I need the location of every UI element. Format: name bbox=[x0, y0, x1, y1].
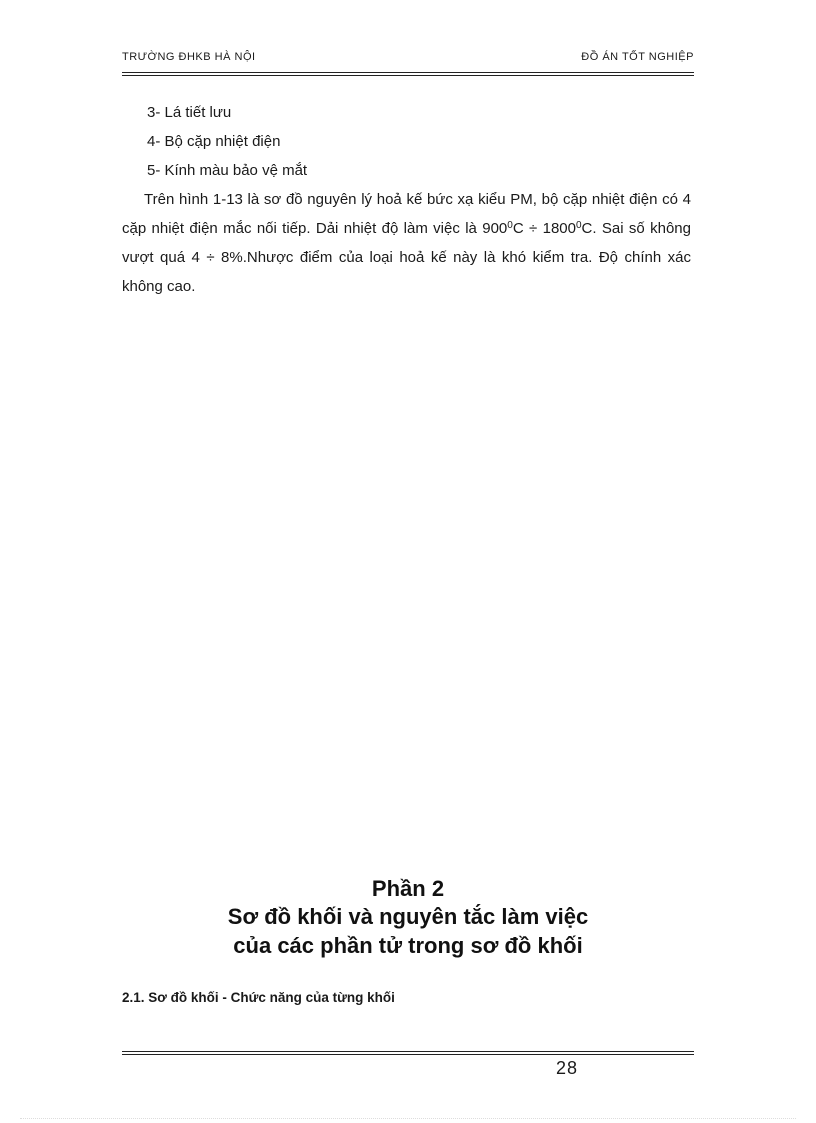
superscript: 0 bbox=[507, 220, 513, 231]
paragraph-text: Trên hình 1-13 là sơ đồ nguyên lý hoả kế bức xạ kiểu PM, bộ cặp nhiệt điện có 4 cặp nhiệt điện mắc nối tiếp. Dải nhiệt độ làm việc là 900 bbox=[122, 191, 691, 237]
page-header bbox=[122, 49, 694, 63]
paragraph-text: C. Sai số không vượt quá 4 ÷ 8%.Nhược điểm của loại hoả kế này là khó kiểm tra. Độ chính xác không cao. bbox=[122, 220, 691, 295]
paragraph-text: C ÷ 1800 bbox=[512, 220, 576, 237]
part-number: Phần 2 bbox=[371, 876, 445, 901]
part-title-line1: Sơ đồ khối và nguyên tắc làm việc bbox=[227, 904, 589, 929]
footer-divider bbox=[122, 1051, 694, 1055]
page-number: 28 bbox=[556, 1058, 579, 1078]
section-heading: 2.1. Sơ đồ khối - Chức năng của từng khối bbox=[122, 990, 395, 1005]
list-item: 5- Kính màu bảo vệ mắt bbox=[147, 162, 308, 179]
header-divider bbox=[122, 72, 694, 76]
superscript: 0 bbox=[575, 220, 582, 231]
header-title: ĐỒ ÁN TỐT NGHIỆP bbox=[581, 51, 694, 63]
part-title-line2: của các phần tử trong sơ đồ khối bbox=[233, 933, 583, 958]
body-paragraph bbox=[122, 185, 691, 301]
page-edge bbox=[20, 1118, 796, 1119]
list-item: 4- Bộ cặp nhiệt điện bbox=[147, 133, 281, 150]
component-list bbox=[147, 98, 307, 185]
list-item: 3- Lá tiết lưu bbox=[147, 104, 232, 121]
header-school: TRƯỜNG ĐHKB HÀ NỘI bbox=[122, 51, 256, 63]
